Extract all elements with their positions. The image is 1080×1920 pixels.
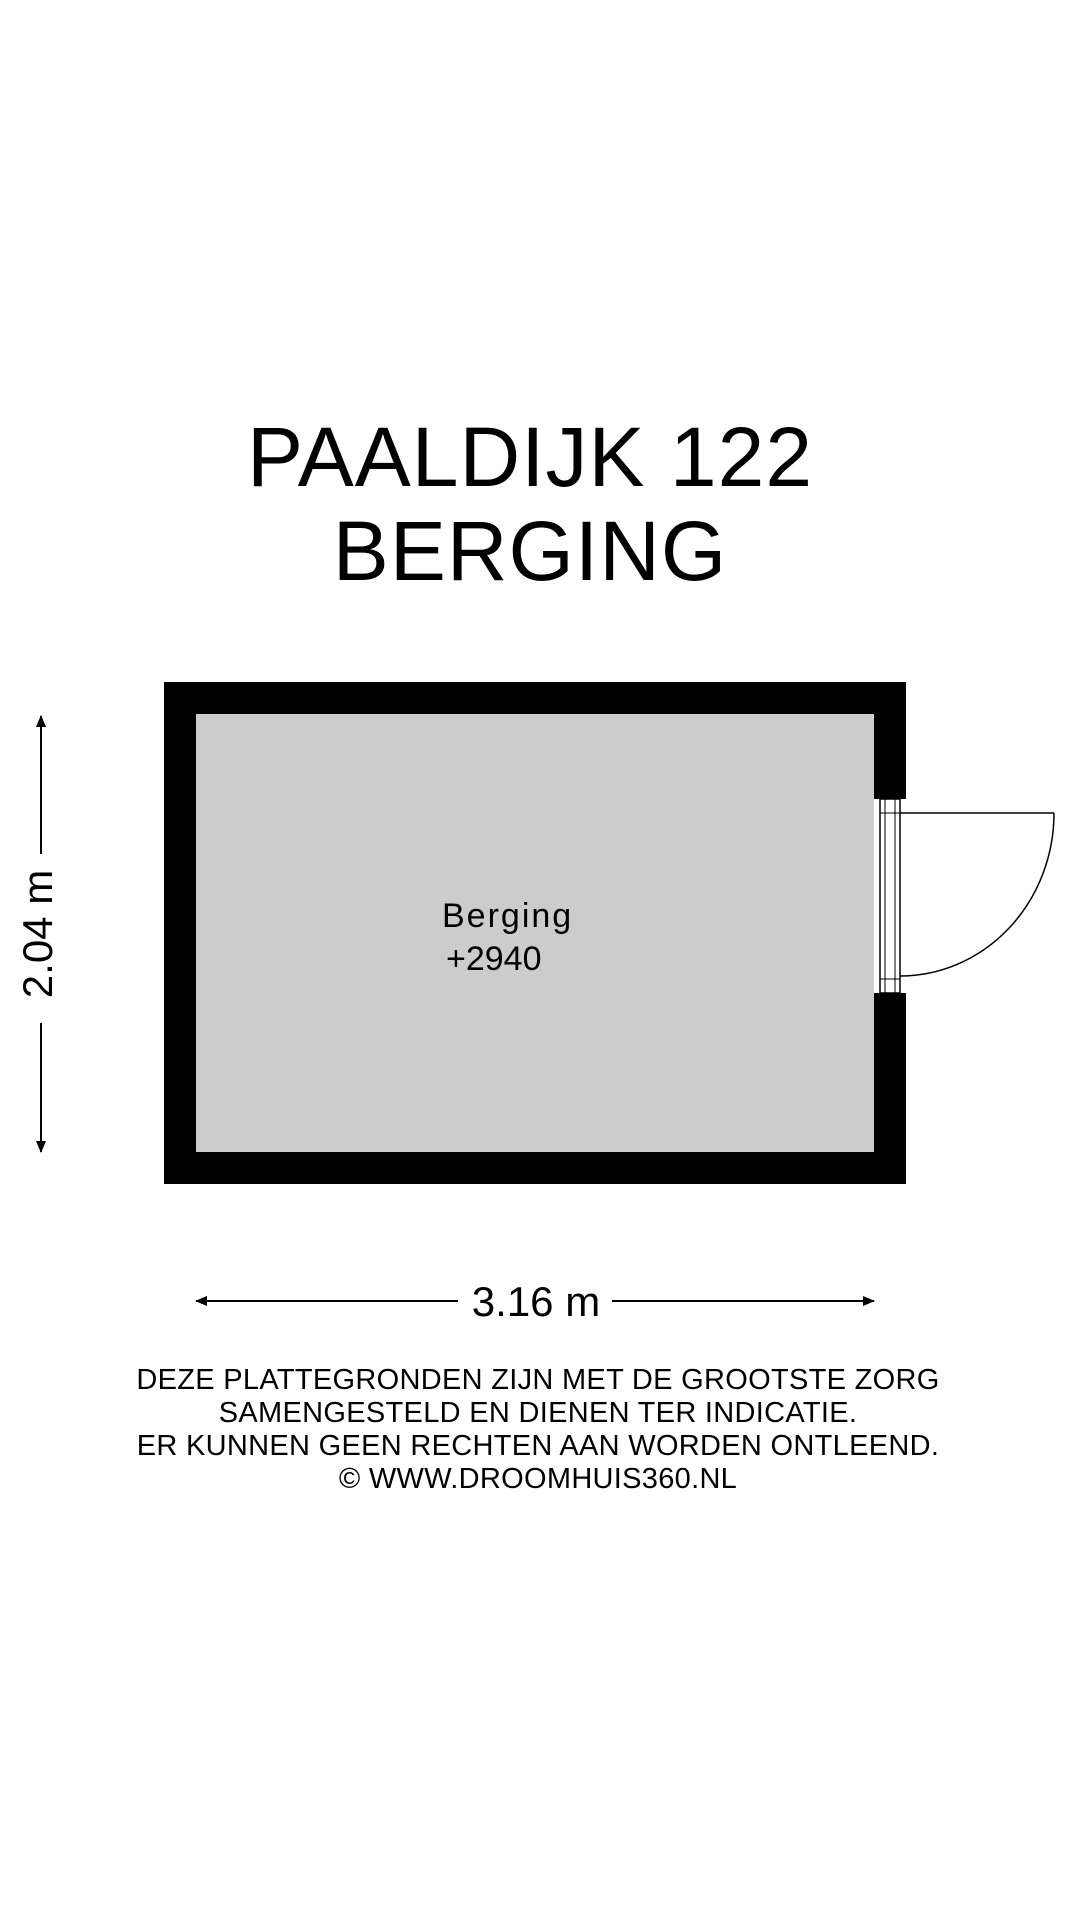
disclaimer-line-2: SAMENGESTELD EN DIENEN TER INDICATIE.: [218, 1397, 858, 1429]
disclaimer: [0, 1364, 1076, 1496]
wall-top: [164, 682, 906, 714]
wall-left: [164, 682, 196, 1184]
room-title: BERGING: [332, 504, 728, 598]
room-name-label: Berging: [442, 897, 574, 935]
disclaimer-line-3: ER KUNNEN GEEN RECHTEN AAN WORDEN ONTLEEND.: [136, 1430, 940, 1462]
room-level-label: +2940: [446, 940, 542, 978]
wall-right-lower: [874, 993, 906, 1184]
wall-right-upper: [874, 682, 906, 799]
width-dimension: [196, 1278, 874, 1325]
copyright-link: © WWW.DROOMHUIS360.NL: [338, 1463, 738, 1495]
disclaimer-line-1: DEZE PLATTEGRONDEN ZIJN MET DE GROOTSTE ZORG: [136, 1364, 940, 1396]
height-dimension: [14, 716, 61, 1152]
width-dimension-label: 3.16 m: [471, 1278, 601, 1325]
door-swing-arc: [900, 813, 1054, 976]
wall-bottom: [164, 1152, 906, 1184]
address-title: PAALDIJK 122: [246, 410, 814, 504]
door-frame: [880, 799, 900, 993]
door: [880, 799, 1054, 993]
height-dimension-label: 2.04 m: [14, 869, 62, 999]
